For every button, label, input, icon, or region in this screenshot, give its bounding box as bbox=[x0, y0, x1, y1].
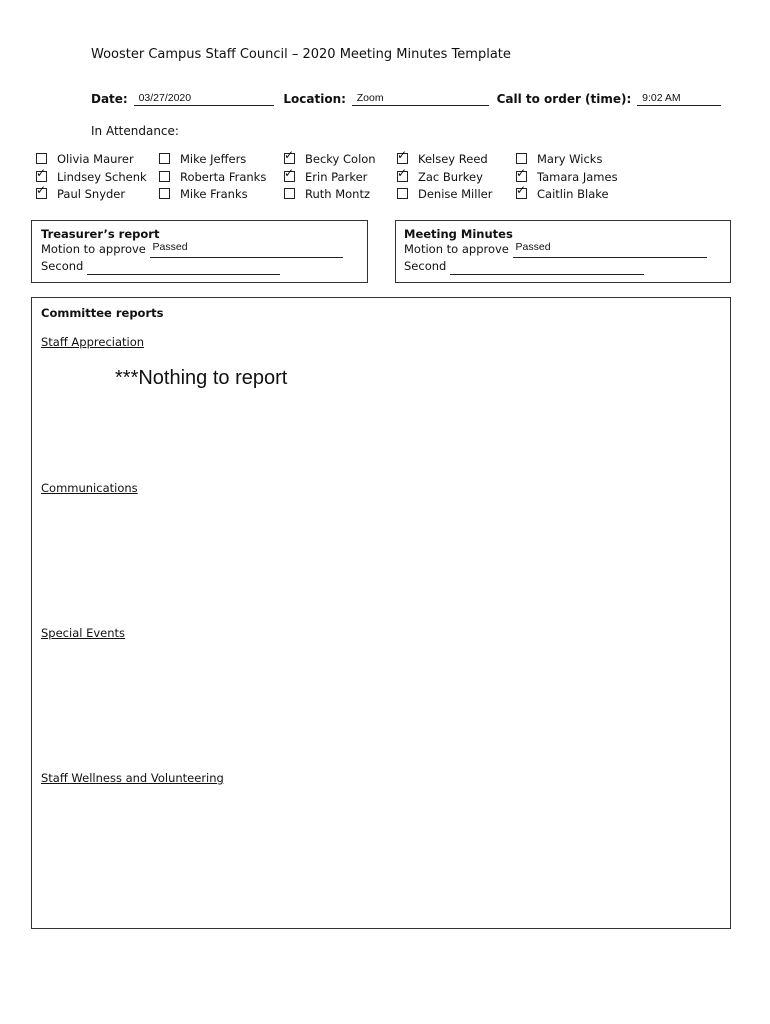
attendee-item bbox=[516, 183, 618, 204]
call-to-order-value: 9:02 AM bbox=[642, 92, 681, 104]
attendee-checkbox[interactable] bbox=[397, 165, 408, 182]
attendee-checkbox[interactable] bbox=[397, 148, 408, 164]
attendee-item bbox=[516, 165, 618, 187]
attendee-item bbox=[159, 186, 266, 204]
attendee-item bbox=[516, 151, 618, 169]
date-value: 03/27/2020 bbox=[138, 92, 192, 104]
attendance-label: In Attendance: bbox=[91, 124, 179, 138]
check-icon: ✓ bbox=[284, 148, 295, 162]
attendee-checkbox[interactable] bbox=[516, 165, 527, 182]
attendance-column-2 bbox=[159, 151, 266, 204]
committee-reports-box bbox=[31, 297, 731, 929]
attendee-item bbox=[284, 186, 376, 204]
attendee-name: Becky Colon bbox=[305, 152, 376, 166]
attendee-checkbox[interactable] bbox=[36, 183, 47, 199]
attendee-checkbox[interactable] bbox=[159, 153, 170, 164]
attendee-item bbox=[36, 165, 147, 187]
attendee-checkbox[interactable] bbox=[159, 188, 170, 199]
treasurer-second-label: Second bbox=[41, 259, 84, 273]
attendee-name: Mary Wicks bbox=[537, 152, 603, 166]
check-icon: ✓ bbox=[284, 165, 295, 180]
minutes-second-field[interactable] bbox=[450, 261, 644, 275]
minutes-motion-value: Passed bbox=[515, 241, 551, 253]
attendee-name: Olivia Maurer bbox=[57, 152, 134, 166]
location-label: Location: bbox=[283, 92, 346, 106]
attendee-checkbox[interactable] bbox=[516, 183, 527, 199]
minutes-motion-label: Motion to approve bbox=[404, 242, 509, 256]
attendee-checkbox[interactable] bbox=[284, 165, 295, 182]
attendee-name: Kelsey Reed bbox=[418, 152, 488, 166]
attendance-column-5 bbox=[516, 151, 618, 204]
document-title: Wooster Campus Staff Council – 2020 Meeting Minutes Template bbox=[91, 47, 511, 62]
attendance-column-4 bbox=[397, 148, 493, 204]
attendee-name: Mike Franks bbox=[180, 187, 248, 201]
meeting-minutes-box bbox=[395, 220, 731, 283]
treasurer-motion-value: Passed bbox=[152, 241, 188, 253]
location-value: Zoom bbox=[356, 92, 384, 104]
check-icon: ✓ bbox=[516, 183, 527, 197]
treasurer-second-row bbox=[41, 258, 367, 275]
attendee-checkbox[interactable] bbox=[284, 148, 295, 164]
header-row bbox=[91, 92, 721, 106]
attendee-checkbox[interactable] bbox=[284, 188, 295, 199]
attendee-item bbox=[36, 183, 147, 204]
attendee-name: Denise Miller bbox=[418, 187, 493, 201]
treasurer-motion-label: Motion to approve bbox=[41, 242, 146, 256]
attendee-name: Erin Parker bbox=[305, 169, 368, 184]
location-field[interactable] bbox=[352, 92, 489, 106]
attendee-checkbox[interactable] bbox=[36, 153, 47, 164]
date-label: Date: bbox=[91, 92, 128, 106]
attendee-checkbox[interactable] bbox=[516, 153, 527, 164]
committee-reports-title: Committee reports bbox=[41, 306, 164, 320]
check-icon: ✓ bbox=[36, 183, 47, 197]
minutes-motion-row bbox=[404, 241, 730, 258]
check-icon: ✓ bbox=[516, 165, 527, 180]
minutes-motion-field[interactable] bbox=[513, 241, 707, 258]
treasurer-motion-row bbox=[41, 241, 367, 258]
meeting-minutes-title: Meeting Minutes bbox=[404, 227, 513, 241]
treasurer-report-box bbox=[31, 220, 368, 283]
attendee-item bbox=[397, 165, 492, 187]
treasurer-report-title: Treasurer’s report bbox=[41, 227, 160, 241]
call-to-order-label: Call to order (time): bbox=[496, 92, 632, 106]
attendee-checkbox[interactable] bbox=[397, 188, 408, 199]
attendee-checkbox[interactable] bbox=[159, 171, 170, 182]
check-icon: ✓ bbox=[397, 165, 408, 180]
attendee-item bbox=[159, 169, 266, 187]
treasurer-motion-field[interactable] bbox=[150, 241, 343, 258]
date-field[interactable] bbox=[134, 92, 274, 106]
attendee-name: Tamara James bbox=[537, 169, 618, 184]
attendee-item bbox=[36, 151, 147, 169]
attendee-name: Ruth Montz bbox=[305, 187, 371, 201]
check-icon: ✓ bbox=[397, 148, 408, 162]
attendance-column-3 bbox=[284, 148, 376, 204]
attendee-name: Caitlin Blake bbox=[537, 187, 609, 201]
section-heading-staff-wellness: Staff Wellness and Volunteering bbox=[41, 771, 224, 785]
treasurer-second-field[interactable] bbox=[87, 261, 280, 275]
attendee-name: Lindsey Schenk bbox=[57, 169, 147, 184]
attendee-name: Mike Jeffers bbox=[180, 152, 247, 166]
call-to-order-field[interactable] bbox=[637, 92, 721, 106]
section-heading-staff-appreciation: Staff Appreciation bbox=[41, 335, 145, 349]
check-icon: ✓ bbox=[36, 165, 47, 180]
attendee-item bbox=[284, 165, 376, 187]
staff-appreciation-note: ***Nothing to report bbox=[115, 367, 288, 389]
minutes-second-row bbox=[404, 258, 730, 275]
attendee-item bbox=[397, 186, 492, 204]
attendee-item bbox=[284, 148, 376, 169]
attendee-name: Paul Snyder bbox=[57, 187, 126, 201]
section-heading-special-events: Special Events bbox=[41, 626, 126, 640]
attendee-item bbox=[397, 148, 492, 169]
minutes-second-label: Second bbox=[404, 259, 447, 273]
attendance-column-1 bbox=[36, 151, 147, 204]
attendee-name: Zac Burkey bbox=[418, 169, 483, 184]
attendee-item bbox=[159, 151, 266, 169]
section-heading-communications: Communications bbox=[41, 481, 138, 495]
attendee-checkbox[interactable] bbox=[36, 165, 47, 182]
attendee-name: Roberta Franks bbox=[180, 169, 267, 184]
